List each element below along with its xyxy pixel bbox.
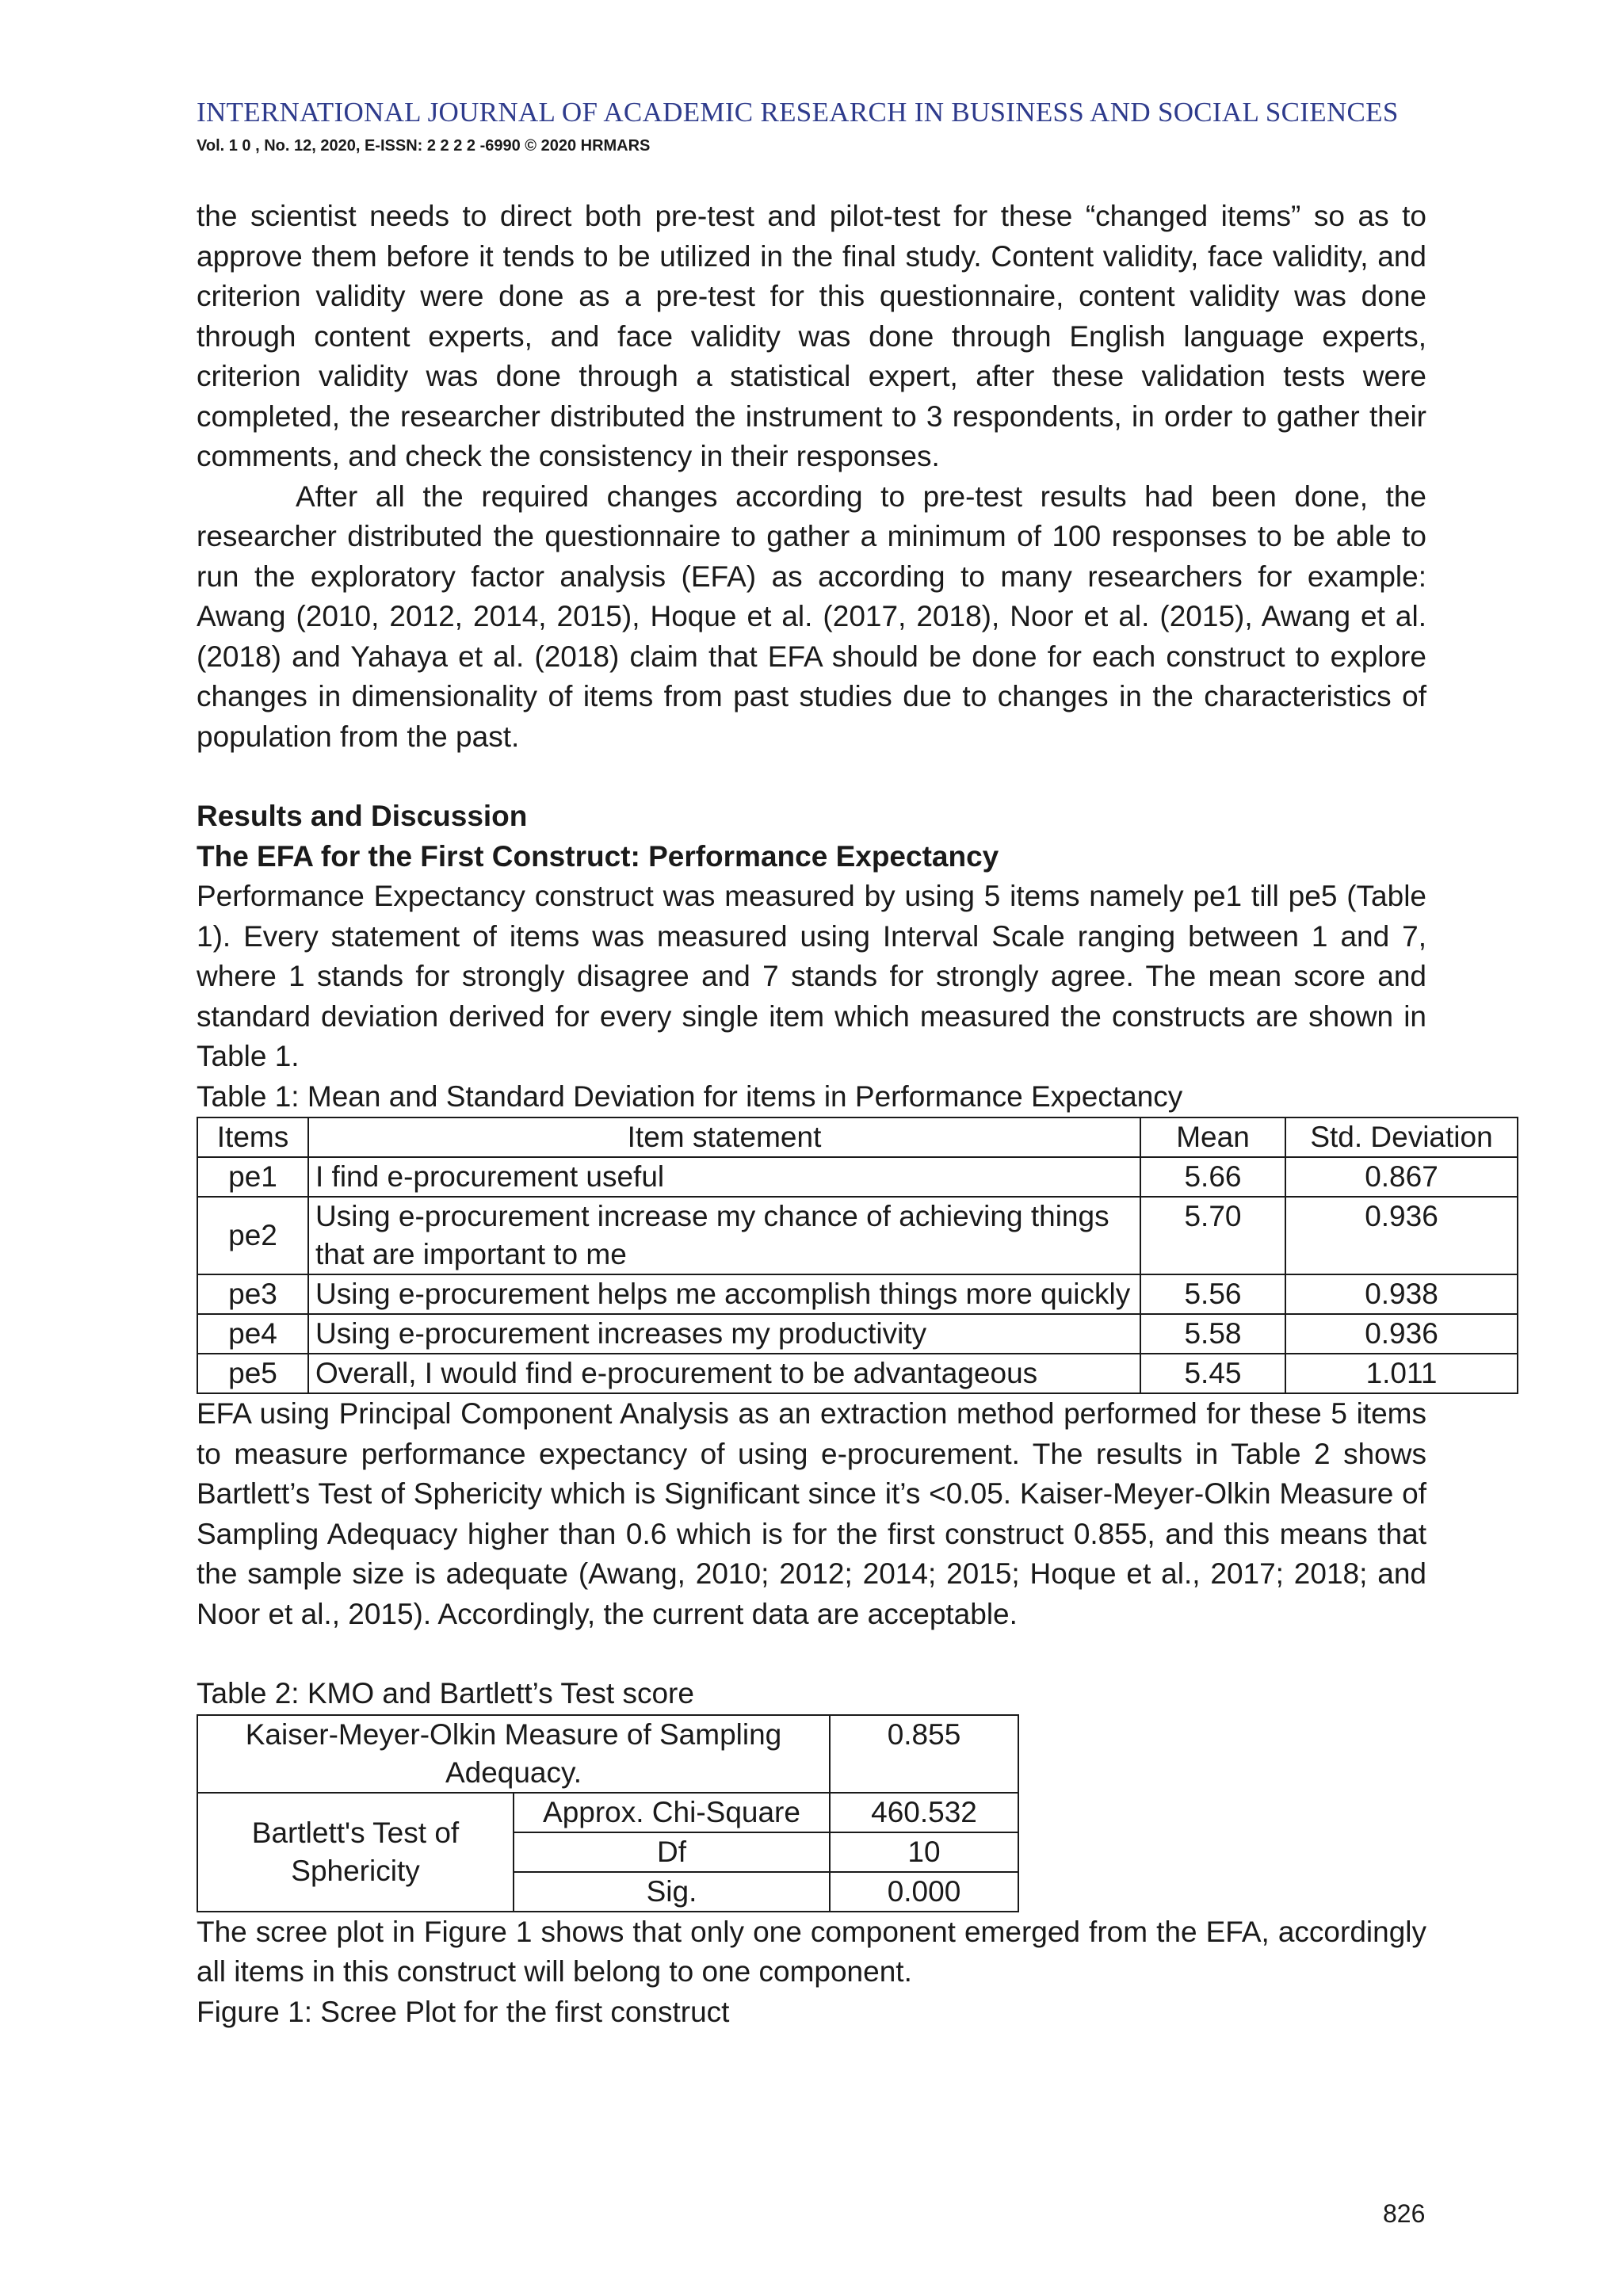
table-row [197,1314,1518,1354]
journal-volume-info: Vol. 1 0 , No. 12, 2020, E-ISSN: 2 2 2 2 -6990 © 2020 HRMARS [197,137,651,155]
cell-sd: 1.011 [1285,1354,1518,1393]
journal-title: INTERNATIONAL JOURNAL OF ACADEMIC RESEARCH IN BUSINESS AND SOCIAL SCIENCES [197,97,1399,128]
col-header-statement: Item statement [308,1117,1140,1157]
paragraph-efa-intro: After all the required changes according to pre-test results had been done, the researcher distributed the questionnaire to gather a minimum of 100 responses to be able to run the exploratory factor analysis (EFA) as according to many researchers for example: Awang (2010, 2012, 2014, 2015), Hoque et al. (2017, 2018), Noor et al. (2015), Awang et al. (2018) and Yahaya et al. (2018) claim that EFA should be done for each construct to explore changes in dimensionality of items from past studies due to changes in the characteristics of population from the past. [197,479,1426,753]
table-row [197,1157,1518,1197]
cell-item: pe2 [197,1197,308,1274]
table1-caption: Table 1: Mean and Standard Deviation for items in Performance Expectancy [197,1079,1183,1113]
page-number: 826 [1383,2199,1426,2228]
table2-caption: Table 2: KMO and Bartlett’s Test score [197,1677,694,1710]
cell-sd: 0.938 [1285,1274,1518,1314]
cell-sd: 0.936 [1285,1314,1518,1354]
col-header-mean: Mean [1140,1117,1285,1157]
cell-sd: 0.867 [1285,1157,1518,1197]
cell-statement: Using e-procurement increase my chance of achieving things that are important to me [308,1197,1140,1274]
cell-item: pe1 [197,1157,308,1197]
cell-item: pe5 [197,1354,308,1393]
cell-kmo-label: Kaiser-Meyer-Olkin Measure of Sampling Adequacy. [197,1715,830,1793]
cell-mean: 5.56 [1140,1274,1285,1314]
article-body [197,197,1493,2032]
paragraph-kmo: EFA using Principal Component Analysis as an extraction method performed for these 5 items to measure performance expectancy of using e-procurement. The results in Table 2 shows Bartlett’s Test of Sphericity which is Significant since it’s <0.05. Kaiser-Meyer-Olkin Measure of Sampling Adequacy higher than 0.6 which is for the first construct 0.855, and this means that the sample size is adequate (Awang, 2010; 2012; 2014; 2015; Hoque et al., 2017; 2018; and Noor et al., 2015). Accordingly, the current data are acceptable. [197,1397,1426,1630]
cell-stat-label: Df [514,1832,830,1872]
cell-mean: 5.70 [1140,1197,1285,1274]
table-header-row [197,1117,1518,1157]
col-header-items: Items [197,1117,308,1157]
table-row [197,1793,1018,1832]
cell-stat-value: 10 [830,1832,1018,1872]
cell-statement: Using e-procurement helps me accomplish things more quickly [308,1274,1140,1314]
cell-item: pe3 [197,1274,308,1314]
cell-statement: Using e-procurement increases my productivity [308,1314,1140,1354]
cell-stat-value: 460.532 [830,1793,1018,1832]
subsection-heading-efa: The EFA for the First Construct: Performance Expectancy [197,839,999,873]
table-row [197,1197,1518,1274]
cell-mean: 5.66 [1140,1157,1285,1197]
cell-stat-value: 0.000 [830,1872,1018,1912]
paragraph-scree: The scree plot in Figure 1 shows that only one component emerged from the EFA, accordingly all items in this construct will belong to one component. [197,1915,1426,1988]
cell-statement: I find e-procurement useful [308,1157,1140,1197]
paragraph-validation: the scientist needs to direct both pre-test and pilot-test for these “changed items” so as to approve them before it tends to be utilized in the final study. Content validity, face validity, and criterion validity were done as a pre-test for this questionnaire, content validity was done through content experts, and face validity was done through English language experts, criterion validity was done through a statistical expert, after these validation tests were completed, the researcher distributed the instrument to 3 respondents, in order to gather their comments, and check the consistency in their responses. [197,200,1426,472]
cell-mean: 5.45 [1140,1354,1285,1393]
cell-mean: 5.58 [1140,1314,1285,1354]
cell-item: pe4 [197,1314,308,1354]
table-kmo-bartlett [197,1714,1019,1912]
table-mean-sd [197,1117,1518,1394]
cell-statement: Overall, I would find e-procurement to be advantageous [308,1354,1140,1393]
cell-stat-label: Sig. [514,1872,830,1912]
figure1-caption: Figure 1: Scree Plot for the first construct [197,1995,730,2028]
table-row [197,1274,1518,1314]
paragraph-performance-expectancy: Performance Expectancy construct was measured by using 5 items namely pe1 till pe5 (Table 1). Every statement of items was measured using Interval Scale ranging between 1 and 7, where 1 stands for strongly disagree and 7 stands for strongly agree. The mean score and standard deviation derived for every single item which measured the constructs are shown in Table 1. [197,880,1426,1072]
table-row [197,1715,1018,1793]
cell-kmo-value: 0.855 [830,1715,1018,1793]
section-heading-results: Results and Discussion [197,800,528,832]
table-row [197,1354,1518,1393]
cell-stat-label: Approx. Chi-Square [514,1793,830,1832]
cell-bartlett-label: Bartlett's Test of Sphericity [197,1793,514,1912]
cell-sd: 0.936 [1285,1197,1518,1274]
col-header-sd: Std. Deviation [1285,1117,1518,1157]
